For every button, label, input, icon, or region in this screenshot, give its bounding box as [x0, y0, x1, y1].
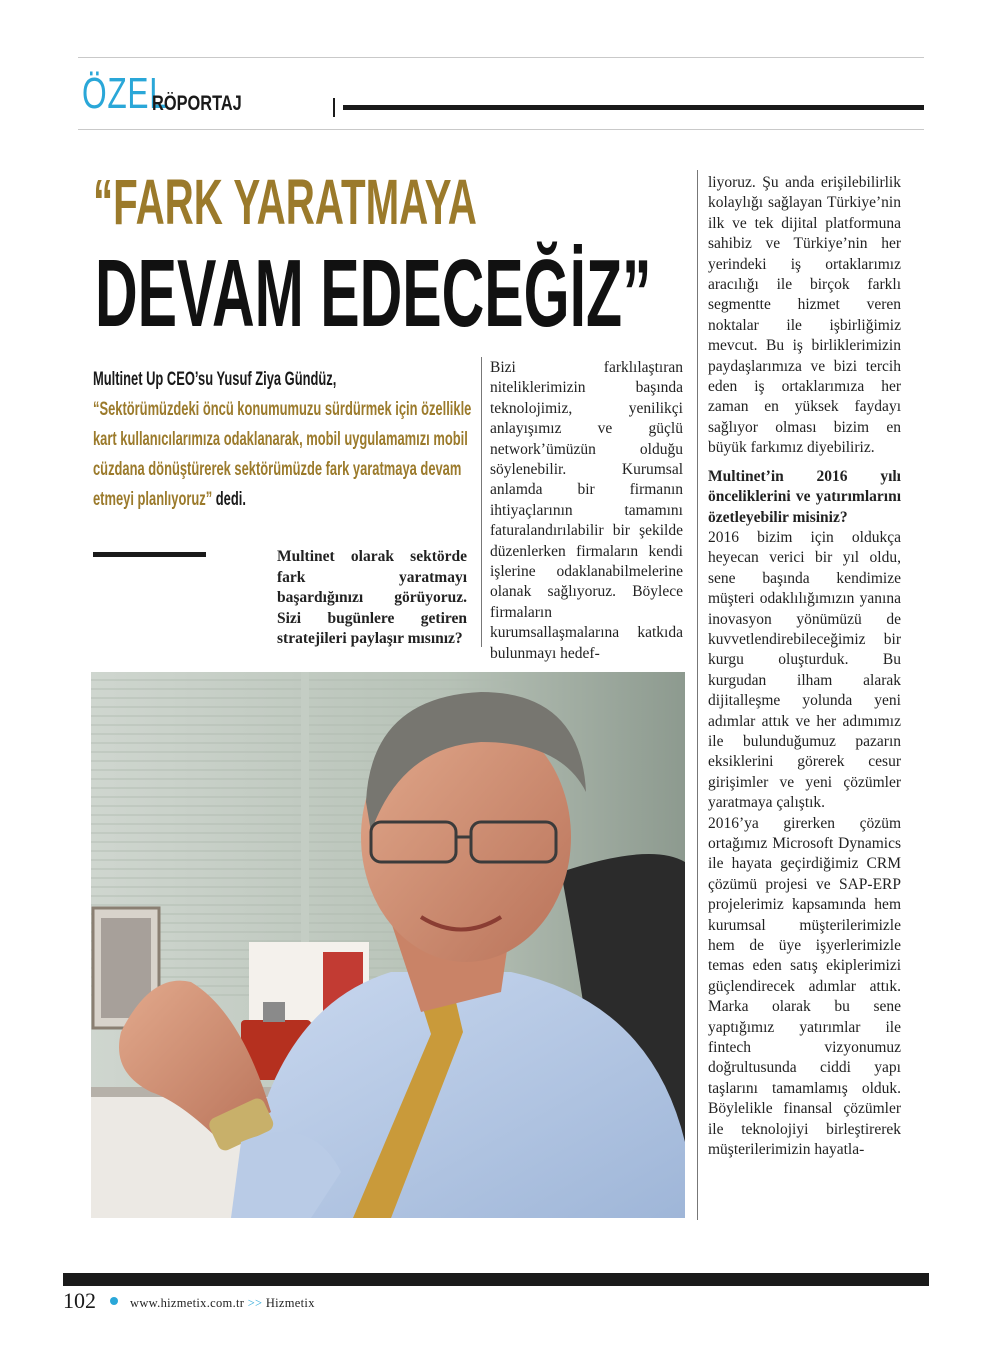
- header-bar: [343, 105, 924, 110]
- header-top-rule: [78, 57, 924, 58]
- section-label-ozel: ÖZEL: [82, 69, 168, 118]
- intro-quote: “Sektörümüzdeki öncü konumumuzu sürdürmek için özellikle kart kullanıcılarımıza odaklanarak, mobil uygulamamızı mobil cüzdana dönüştürerek sektörümüzde fark yaratmaya devam etmeyi planlıyoruz”: [93, 399, 472, 510]
- answer-2-paragraph-2: 2016’ya girerken çözüm ortağımız Microsoft Dynamics ile hayata geçirdiğimiz CRM çözümü projesi ve SAP-ERP projelerimiz kapsamında hem kurumsal müşterilerimizle hem de üye işyerlerimizle temas eden satış ekiplerimizi güçlendirecek adımlar attık. Marka olarak bu sene yaptığımız yatırımlar ile fintech vizyonumuz doğrultusunda ciddi yapı taşlarını tamamlamış olduk. Böylelikle finansal çözümler ile teknolojiyi birleştirerek müşterilerimizin hayatla-: [708, 814, 901, 1159]
- intro-speaker: Multinet Up CEO’su Yusuf Ziya Gündüz,: [93, 369, 337, 390]
- article-column-3: [708, 173, 901, 1161]
- magazine-name: Hizmetix: [265, 1296, 315, 1310]
- headline-line-2: DEVAM EDECEĞİZ”: [95, 240, 652, 347]
- portrait-photo: [91, 672, 685, 1218]
- column-divider-1: [481, 357, 482, 647]
- article-column-2: Bizi farklılaştıran niteliklerimizin başında teknolojimiz, yenilikçi anlayışımız ve güçlü network’ümüzün olduğu söylenebilir. Kurumsal anlamda bir firmanın ihtiyaçlarının tamamını faturalandırılabilir bir şekilde düzenlerken firmaların kendi işlerine odaklanabilmelerine olanak sağlıyoruz. Böylece firmaların kurumsallaşmalarına katkıda bulunmayı hedef-: [490, 359, 683, 662]
- intro-paragraph: [93, 365, 474, 515]
- interview-question-1: Multinet olarak sektörde fark yaratmayı başardığınızı görüyoruz. Sizi bugünlere getiren stratejileri paylaşır mısınız?: [277, 548, 467, 647]
- header-divider-tick: [333, 98, 335, 117]
- header-bottom-rule: [78, 129, 924, 130]
- intro-rule: [93, 552, 206, 557]
- website-link[interactable]: www.hizmetix.com.tr: [130, 1296, 245, 1310]
- footer-bar: [63, 1273, 929, 1286]
- answer-2-paragraph-1: 2016 bizim için oldukça heyecan verici bir yıl oldu, sene başında kendimize müşteri odaklılığımızın yanına inovasyon yönümüzü de kuvvetlendirebileceğimiz bir kurgu oluşturduk. Bu kurgudan ilham alarak dijitalleşme yolunda yeni adımlar attık ve her adımımız ile bulunduğumuz pazarın eksiklerini görerek cesur girişimler ve yeni çözümler yaratmaya çalıştık.: [708, 528, 901, 812]
- intro-suffix: dedi.: [212, 489, 246, 510]
- bullet-dot-icon: [110, 1297, 118, 1305]
- section-label-roportaj: RÖPORTAJ: [152, 92, 242, 115]
- answer-1-continued: liyoruz. Şu anda erişilebilirlik kolaylığı sağlayan Türkiye’nin ilk ve tek dijital platformuna sahibiz ve Türkiye’nin her yerindeki iş ortaklarımız aracılığı ile birçok farklı segmentte hizmet veren noktalar ile işbirliğimiz mevcut. Bu iş birliklerimizin paydaşlarımıza ve bizi tercih eden iş ortaklarımıza her zaman en yüksek faydayı sağlıyor olması bizim en büyük farkımız diyebiliriz.: [708, 174, 901, 457]
- page-number: 102: [63, 1288, 96, 1313]
- interview-question-2: Multinet’in 2016 yılı önceliklerini ve yatırımlarını özetleyebilir misiniz?: [708, 467, 901, 526]
- column-divider-2: [697, 170, 698, 1220]
- footer-arrows: >>: [247, 1296, 263, 1310]
- headline-line-1: “FARK YARATMAYA: [93, 166, 477, 238]
- footer-credit: [130, 1297, 315, 1310]
